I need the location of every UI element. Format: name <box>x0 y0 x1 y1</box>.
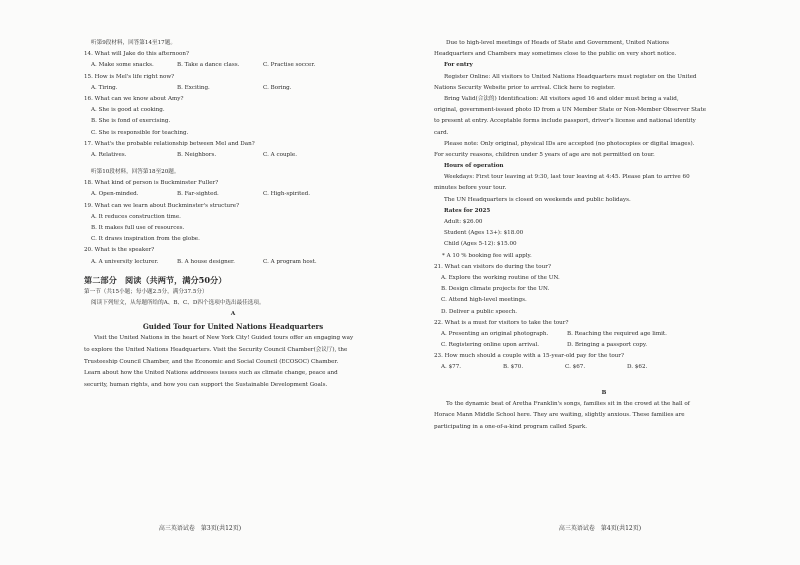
entry-line: For security reasons, children under 5 years of age are not permitted on tour. <box>434 151 655 158</box>
option: D. Bringing a passport copy. <box>567 342 648 349</box>
passage-title: Guided Tour for United Nations Headquarters <box>142 322 324 332</box>
option: B. A house designer. <box>177 258 235 265</box>
rate-note: * A 10 % booking fee will apply. <box>442 252 532 259</box>
option: B. Neighbors. <box>177 151 217 158</box>
hours-line: The UN Headquarters is closed on weekends and public holidays. <box>444 196 631 203</box>
option: A. Make some snacks. <box>91 62 154 69</box>
question-20-options <box>84 257 382 268</box>
option: C. A program host. <box>263 258 317 265</box>
option: C. High-spirited. <box>263 191 310 198</box>
rate-item: Student (Ages 13+): $18.00 <box>444 230 524 237</box>
question-17-options <box>84 150 382 161</box>
entry-line: Bring Valid(合法的) Identification: All visitors aged 16 and older must bring a valid, <box>444 95 679 102</box>
hours-line: minutes before your tour. <box>434 185 507 192</box>
question-20: 20. What is the speaker? <box>84 247 155 254</box>
rate-item: Adult: $26.00 <box>444 219 483 225</box>
intro-line: Due to high-level meetings of Heads of State and Government, United Nations <box>446 40 669 46</box>
entry-line: card. <box>434 129 449 136</box>
right-page <box>400 0 800 565</box>
passage-line: security, human rights, and how you can support the Sustainable Development Goals. <box>84 381 328 388</box>
option: B. Far-sighted. <box>177 191 219 198</box>
section-1-heading: 第一节（共15小题；每小题2.5分，满分37.5分） <box>84 288 208 295</box>
passage-line: to explore the United Nations Headquarters. Visit the Security Council Chamber(会议厅), the <box>84 346 348 353</box>
option: C. A couple. <box>263 151 298 158</box>
option: B. She is fond of exercising. <box>91 118 171 125</box>
option: A. She is good at cooking. <box>91 107 165 114</box>
question-22-options-row2 <box>434 340 774 351</box>
option: A. Tiring. <box>91 84 118 91</box>
listening-10-intro: 听第10段材料，回答第18至20题。 <box>91 169 180 176</box>
question-15-options <box>84 83 382 94</box>
question-18: 18. What kind of person is Buckminster Fuller? <box>84 180 219 187</box>
hours-line: Weekdays: First tour leaving at 9:30, last tour leaving at 4:45. Please plan to arrive 60 <box>444 174 690 181</box>
passage-line: Trusteeship Council Chamber, and the Economic and Social Council (ECOSOC) Chamber. <box>84 358 339 365</box>
option: A. A university lecturer. <box>91 258 159 265</box>
option: B. Reaching the required age limit. <box>567 330 667 337</box>
question-23-options <box>434 362 774 373</box>
entry-line: Nations Security Website prior to arrival. Click here to register. <box>434 84 616 91</box>
option: A. It reduces construction time. <box>91 213 181 220</box>
listening-9-intro: 听第9段材料，回答第14至17题。 <box>91 40 176 46</box>
option: C. Boring. <box>263 84 292 91</box>
option: B. Exciting. <box>177 84 210 91</box>
passage-b-line: Horace Mann Middle School here. They are waiting, slightly anxious. These families are <box>434 412 685 419</box>
option: B. Take a dance class. <box>177 62 240 69</box>
question-14-options <box>84 60 382 71</box>
entry-line: original, government-issued photo ID from a UN Member State or Non-Member Observer State <box>434 107 707 114</box>
passage-line: Visit the United Nations in the heart of New York City! Guided tours offer an engaging way <box>94 335 354 342</box>
option: B. $70. <box>503 364 524 371</box>
part-2-title: 第二部分 阅读（共两节，满分50分） <box>84 274 227 285</box>
option: C. Registering online upon arrival. <box>441 342 540 349</box>
passage-line: Learn about how the United Nations addresses issues such as climate change, peace and <box>84 370 338 377</box>
passage-b-line: To the dynamic beat of Aretha Franklin's songs, families sit in the crowd at the hall of <box>446 400 690 407</box>
question-18-options <box>84 189 382 200</box>
option: A. $77. <box>441 364 462 371</box>
question-17: 17. What's the probable relationship between Mel and Dan? <box>84 140 255 147</box>
option: C. $67. <box>565 364 586 371</box>
option: A. Relatives. <box>91 151 127 158</box>
option: C. Practise soccer. <box>263 62 316 69</box>
rates-heading: Rates for 2025 <box>444 207 491 214</box>
question-21: 21. What can visitors do during the tour? <box>434 263 551 270</box>
passage-letter: A <box>230 311 236 318</box>
option: C. It draws inspiration from the globe. <box>91 236 200 243</box>
question-14: 14. What will Jake do this afternoon? <box>84 51 189 58</box>
question-15: 15. How is Mel's life right now? <box>84 73 175 80</box>
option: D. $62. <box>627 364 648 371</box>
question-16: 16. What can we know about Amy? <box>84 95 184 102</box>
question-22-options-row1 <box>434 329 774 340</box>
option: B. It makes full use of resources. <box>91 225 185 231</box>
option: D. Deliver a public speech. <box>441 308 518 315</box>
question-22: 22. What is a must for visitors to take the tour? <box>434 319 569 326</box>
page-footer: 高三英语试卷 第3页(共12页) <box>158 525 242 533</box>
reading-instruction: 阅读下列短文，从每题所给的A、B、C、D四个选项中选出最佳选项。 <box>91 299 265 306</box>
intro-line: Headquarters and Chambers may sometimes close to the public on very short notice. <box>434 51 677 58</box>
option: B. Design climate projects for the UN. <box>441 286 550 293</box>
question-19: 19. What can we learn about Buckminster's structure? <box>84 202 240 209</box>
question-23: 23. How much should a couple with a 15-year-old pay for the tour? <box>434 353 624 360</box>
option: A. Presenting an original photograph. <box>441 330 549 337</box>
entry-heading: For entry <box>444 62 473 69</box>
entry-line: Please note: Only original, physical IDs are accepted (no photocopies or digital images). <box>444 140 695 147</box>
rate-item: Child (Ages 5-12): $15.00 <box>444 241 517 248</box>
page-footer: 高三英语试卷 第4页(共12页) <box>558 525 642 533</box>
passage-letter: B <box>601 389 607 396</box>
hours-heading: Hours of operation <box>444 163 504 170</box>
passage-b-line: participating in a one-of-a-kind program called Spark. <box>434 424 588 430</box>
option: A. Explore the working routine of the UN. <box>441 274 560 281</box>
option: A. Open-minded. <box>91 191 139 198</box>
option: C. She is responsible for teaching. <box>91 129 189 136</box>
entry-line: to present at entry. Acceptable forms include passport, driver's license and national identity <box>434 118 696 125</box>
option: C. Attend high-level meetings. <box>441 297 527 304</box>
entry-line: Register Online: All visitors to United Nations Headquarters must register on the United <box>444 73 697 80</box>
